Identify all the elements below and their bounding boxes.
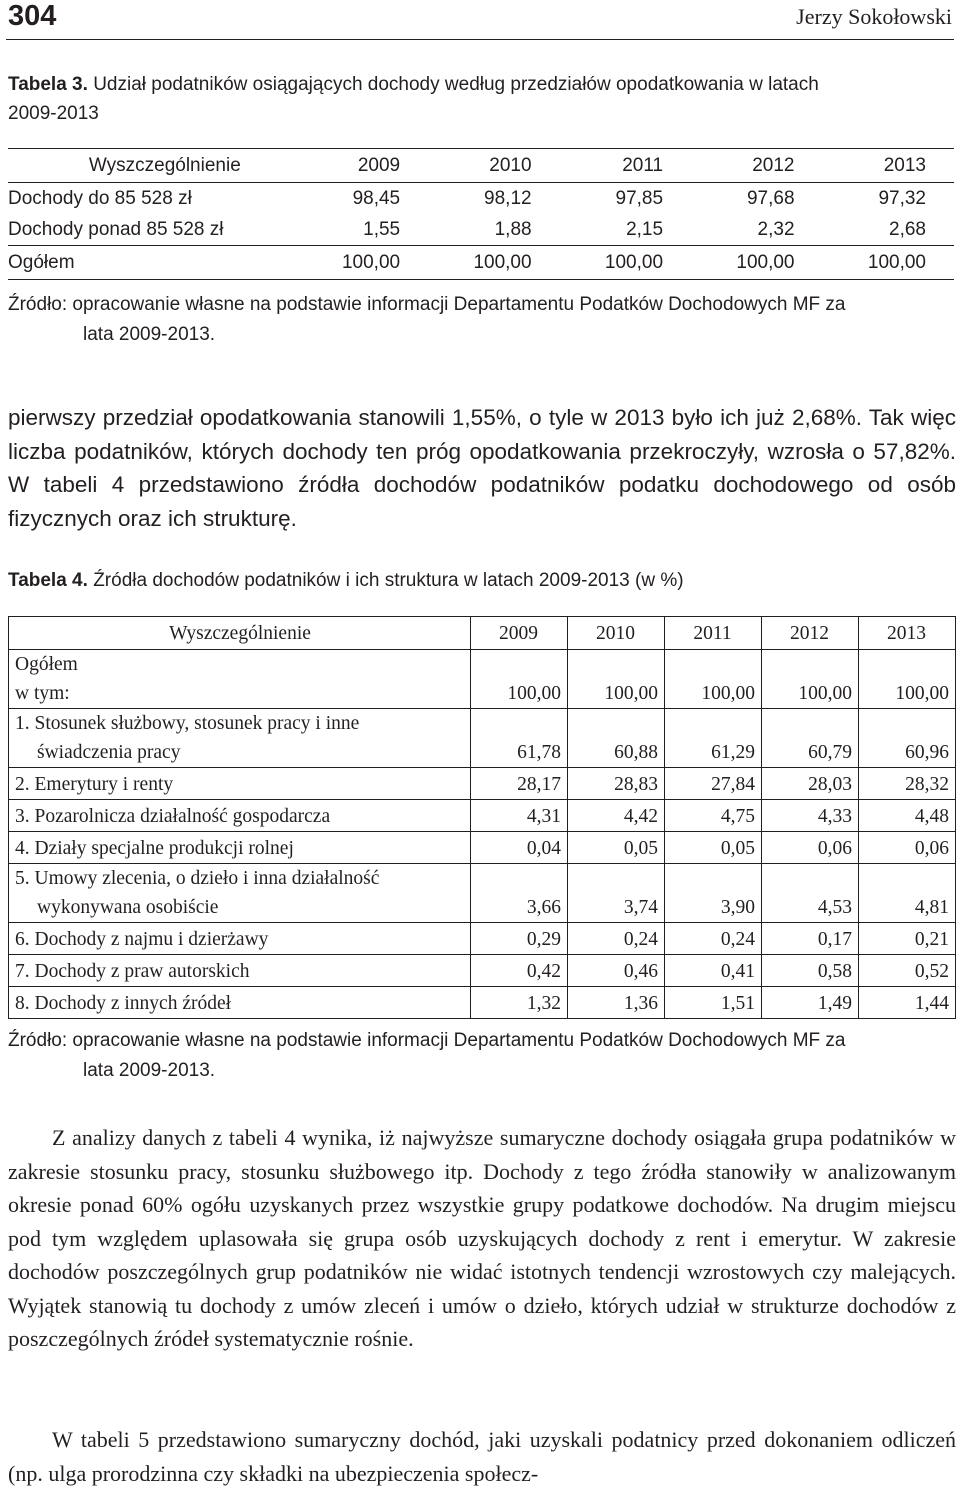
table-row	[9, 864, 956, 923]
table4-cell: 4,81	[858, 864, 955, 923]
table4-cell: 100,00	[858, 650, 955, 709]
table4-row-label: 2. Emerytury i renty	[9, 768, 471, 800]
table4-caption-text: Źródła dochodów podatników i ich struktura w latach 2009-2013 (w %)	[93, 570, 684, 591]
table4-cell: 61,78	[471, 709, 568, 768]
table4-cell: 0,17	[762, 923, 859, 955]
table-row	[9, 923, 956, 955]
table4-cell: 4,75	[665, 800, 762, 832]
table4-cell: 100,00	[665, 650, 762, 709]
table3-source-line2: lata 2009-2013.	[83, 324, 216, 345]
table4-cell: 27,84	[665, 768, 762, 800]
table3-header-cell: Wyszczególnienie	[8, 149, 297, 183]
table4-cell: 0,46	[568, 955, 665, 987]
table3-header-cell: 2013	[823, 149, 954, 183]
table4-cell: 60,88	[568, 709, 665, 768]
table4-row-label: 7. Dochody z praw autorskich	[9, 955, 471, 987]
table4-total-label-line1: Ogółem	[15, 654, 78, 675]
table3-cell: 98,12	[484, 187, 532, 209]
table4-row-label: 3. Pozarolnicza działalność gospodarcza	[9, 800, 471, 832]
table-row	[9, 709, 956, 768]
table4-row-label: 8. Dochody z innych źródeł	[9, 987, 471, 1019]
table-row	[8, 183, 954, 215]
table4-header-cell: 2011	[665, 617, 762, 650]
table4-cell: 0,42	[471, 955, 568, 987]
table3-cell: 100,00	[428, 246, 559, 280]
table3-caption-label: Tabela 3.	[8, 74, 88, 95]
table4-cell: 0,24	[665, 923, 762, 955]
table4-cell: 61,29	[665, 709, 762, 768]
table3-cell: 2,68	[889, 218, 926, 240]
body-paragraph-2: Z analizy danych z tabeli 4 wynika, iż najwyższe sumaryczne dochody osiągała grupa podatników w zakresie stosunku pracy, stosunku służbowego itp. Dochody z tego źródła stanowiły w analizowanym okresie ponad 60% ogółu uzyskanych przez wszystkie grupy podatkowe dochodów. Na drugim miejscu pod tym względem uplasowała się grupa osób uzyskujących dochody z rent i emerytur. W zakresie dochodów poszczególnych grup podatników nie widać istotnych tendencji wzrostowych czy malejących. Wyjątek stanowią tu dochody z umów zleceń i umów o dzieło, których udział w strukturze dochodów z poszczególnych źródeł systematycznie rośnie.	[8, 1125, 956, 1351]
table3-row-label: Dochody do 85 528 zł	[8, 187, 192, 209]
table4-cell: 1,51	[665, 987, 762, 1019]
table4-cell: 0,05	[665, 832, 762, 864]
table4-cell: 4,31	[471, 800, 568, 832]
table-row-total	[8, 246, 954, 280]
table4-header-cell: 2009	[471, 617, 568, 650]
table4-header-cell: Wyszczególnienie	[9, 617, 471, 650]
table3-cell: 2,15	[626, 218, 664, 240]
page-header	[0, 0, 960, 42]
table4-cell: 0,06	[762, 832, 859, 864]
table4-row-label	[9, 864, 471, 923]
table4-cell: 28,03	[762, 768, 859, 800]
table4-cell: 0,06	[858, 832, 955, 864]
table4	[8, 616, 956, 1019]
table4-cell: 1,36	[568, 987, 665, 1019]
table4-source	[8, 1026, 956, 1086]
table4-cell: 100,00	[762, 650, 859, 709]
table-row	[9, 955, 956, 987]
table4-cell: 0,52	[858, 955, 955, 987]
table4-cell: 28,17	[471, 768, 568, 800]
table4-caption	[8, 566, 684, 595]
table4-header-row	[9, 617, 956, 650]
table4-row-label	[9, 709, 471, 768]
table-row	[9, 768, 956, 800]
table3-header-cell: 2010	[428, 149, 559, 183]
table3-row-label: Ogółem	[8, 246, 297, 280]
table4-header-cell: 2013	[858, 617, 955, 650]
table4-cell: 0,04	[471, 832, 568, 864]
table4-row-label-line2: wykonywana osobiście	[37, 897, 219, 918]
table4-total-label-line2: w tym:	[15, 683, 70, 704]
table4-row-label-line2: świadczenia pracy	[37, 742, 181, 763]
table4-cell: 1,49	[762, 987, 859, 1019]
table4-cell: 28,83	[568, 768, 665, 800]
table3-cell: 97,85	[615, 187, 664, 209]
table4-cell: 60,96	[858, 709, 955, 768]
table3-cell: 100,00	[691, 246, 822, 280]
body-paragraph-3: W tabeli 5 przedstawiono sumaryczny dochód, jaki uzyskali podatnicy przed dokonaniem odliczeń (np. ulga prorodzinna czy składki na ubezpieczenia społecz-	[8, 1427, 956, 1486]
table3-row-label: Dochody ponad 85 528 zł	[8, 218, 224, 240]
table4-total-row	[9, 650, 956, 709]
header-rule	[6, 39, 954, 40]
table4-cell: 0,29	[471, 923, 568, 955]
page-number: 304	[8, 0, 57, 32]
table-row	[9, 800, 956, 832]
table4-cell: 60,79	[762, 709, 859, 768]
table4-cell: 4,48	[858, 800, 955, 832]
table3-source	[8, 290, 956, 350]
table4-cell: 3,90	[665, 864, 762, 923]
table4-cell: 4,33	[762, 800, 859, 832]
table3-source-line1: Źródło: opracowanie własne na podstawie informacji Departamentu Podatków Dochodowych MF za	[8, 294, 846, 315]
table3-header-row	[8, 149, 954, 183]
table4-row-label-line1: 1. Stosunek służbowy, stosunek pracy i inne	[15, 713, 360, 734]
table4-cell: 0,24	[568, 923, 665, 955]
table4-cell: 0,21	[858, 923, 955, 955]
body-paragraph-1: pierwszy przedział opodatkowania stanowili 1,55%, o tyle w 2013 było ich już 2,68%. Tak więc liczba podatników, których dochody ten próg opodatkowania przekroczyły, wzrosła o 57,82%. W tabeli 4 przedstawiono źródła dochodów podatników podatku dochodowego od osób fizycznych oraz ich strukturę.	[8, 405, 956, 531]
table3-cell: 100,00	[823, 246, 954, 280]
table3-cell: 100,00	[297, 246, 428, 280]
table4-source-line2: lata 2009-2013.	[83, 1060, 216, 1081]
table4-cell: 100,00	[568, 650, 665, 709]
table4-header-cell: 2012	[762, 617, 859, 650]
table3-cell: 1,88	[494, 218, 532, 240]
table3-header-cell: 2011	[560, 149, 691, 183]
table-row	[8, 214, 954, 246]
table3-cell: 98,45	[352, 187, 401, 209]
table4-row-label: 4. Działy specjalne produkcji rolnej	[9, 832, 471, 864]
table-row	[9, 987, 956, 1019]
table4-cell: 0,58	[762, 955, 859, 987]
table3	[8, 148, 954, 280]
table3-cell: 100,00	[560, 246, 691, 280]
table3-cell: 97,68	[746, 187, 795, 209]
table3-caption-text: Udział podatników osiągających dochody według przedziałów opodatkowania w latach	[93, 74, 819, 95]
table4-row-label	[9, 650, 471, 709]
table3-cell: 2,32	[757, 218, 795, 240]
table3-caption-text-line2: 2009-2013	[8, 103, 99, 124]
table4-cell: 3,66	[471, 864, 568, 923]
table4-cell: 0,05	[568, 832, 665, 864]
table3-cell: 97,32	[878, 187, 926, 209]
running-head-author: Jerzy Sokołowski	[796, 4, 952, 29]
table4-cell: 3,74	[568, 864, 665, 923]
table4-cell: 4,42	[568, 800, 665, 832]
table3-header-cell: 2012	[691, 149, 822, 183]
table3-cell: 1,55	[363, 218, 401, 240]
table4-source-line1: Źródło: opracowanie własne na podstawie informacji Departamentu Podatków Dochodowych MF za	[8, 1030, 846, 1051]
table3-header-cell: 2009	[297, 149, 428, 183]
table-row	[9, 832, 956, 864]
table3-caption	[8, 70, 819, 128]
table4-cell: 0,41	[665, 955, 762, 987]
table4-cell: 1,32	[471, 987, 568, 1019]
table4-cell: 28,32	[858, 768, 955, 800]
table4-cell: 1,44	[858, 987, 955, 1019]
table4-caption-label: Tabela 4.	[8, 570, 88, 591]
table4-header-cell: 2010	[568, 617, 665, 650]
table4-cell: 100,00	[471, 650, 568, 709]
table4-cell: 4,53	[762, 864, 859, 923]
table4-row-label-line1: 5. Umowy zlecenia, o dzieło i inna działalność	[15, 868, 380, 889]
table4-row-label: 6. Dochody z najmu i dzierżawy	[9, 923, 471, 955]
